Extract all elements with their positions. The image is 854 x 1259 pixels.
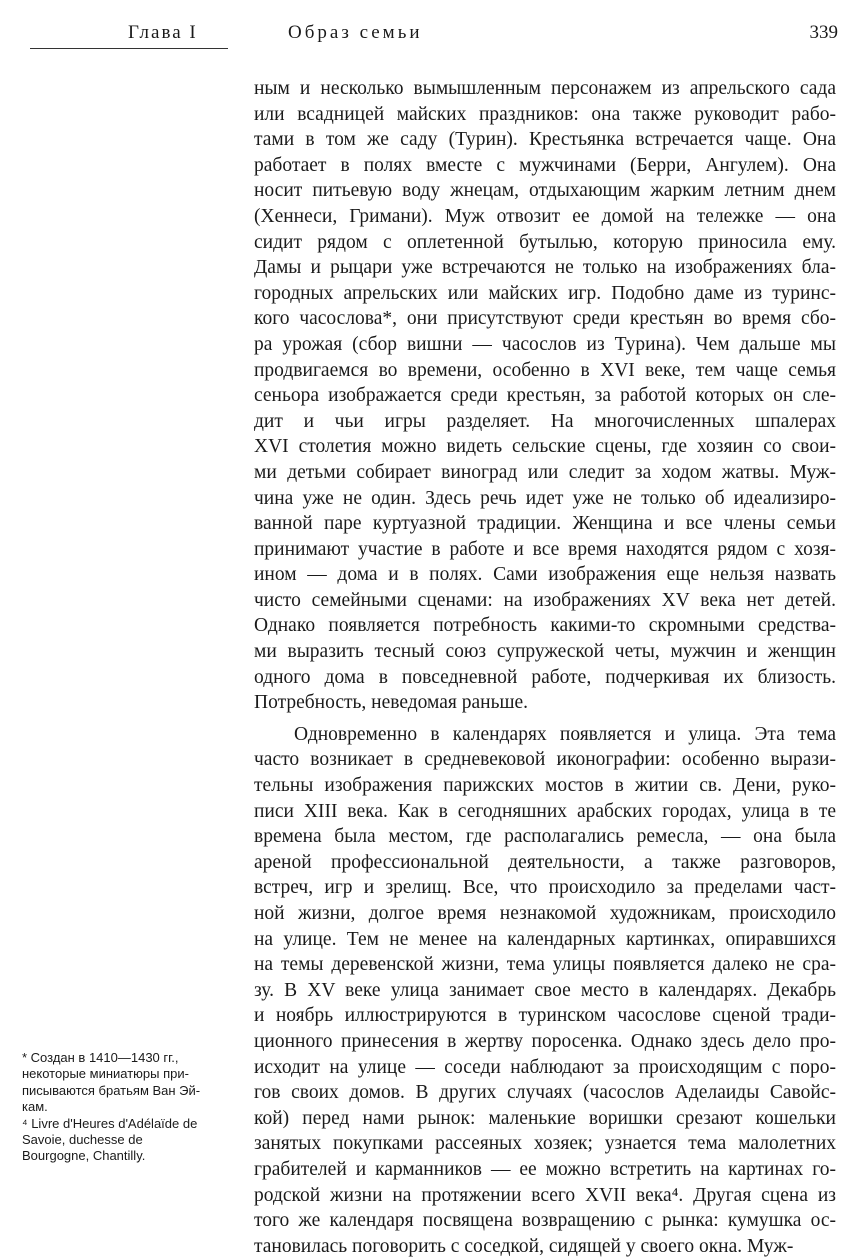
footnote-line: * Создан в 1410—1430 гг., [22, 1050, 179, 1065]
footnotes [22, 1050, 232, 1165]
footnote-line: кам. [22, 1099, 48, 1115]
text-line: сидит рядом с оплетенной бутылью, которую приносила ему. [254, 231, 836, 253]
text-line: времена была местом, где располагались ремесла, — она была [254, 826, 836, 848]
text-line: продвигаемся во времени, особенно в XVI веке, тем чаще семья [254, 359, 836, 381]
text-line: ра урожая (сбор вишни — часослов из Турина). Чем дальше мы [254, 333, 836, 355]
text-line: работает в полях вместе с мужчинами (Берри, Ангулем). Она [254, 154, 836, 176]
footnote-line: Bourgogne, Chantilly. [22, 1148, 146, 1164]
text-line: Дамы и рыцари уже встречаются не только на изображениях бла- [254, 257, 836, 279]
text-line: ином — дома и в полях. Сами изображения еще нельзя назвать [254, 564, 836, 586]
text-line: родской жизни на протяжении всего XVII века⁴. Другая сцена из [254, 1184, 836, 1206]
text-line: или всадницей майских праздников: она также руководит рабо- [254, 103, 836, 125]
text-line: ционного принесения в жертву поросенка. Однако здесь дело про- [254, 1030, 836, 1052]
text-line: занятых покупками рассеяных хозяек; узнается тема малолетних [254, 1133, 836, 1155]
header-rule [30, 48, 228, 49]
text-line: ной жизни, долгое время незнакомой художникам, происходило [254, 903, 836, 924]
text-line: гов своих домов. В других случаях (часослов Аделаиды Савойс- [254, 1082, 836, 1104]
footnote-line: писываются братьям Ван Эй- [22, 1082, 201, 1098]
text-line: тановилась поговорить с соседкой, сидящей у своего окна. Муж- [254, 1235, 794, 1257]
page-number: 339 [809, 22, 838, 43]
text-line: носит питьевую воду жнецам, отдыхающим жарким летним днем [254, 180, 836, 202]
text-line: городных апрельских или майских игр. Подобно даме из туринс- [254, 282, 836, 304]
running-header [30, 16, 838, 50]
text-line: одного дома в повседневной работе, подчеркивая их близость. [254, 666, 836, 688]
text-line: ми выразить тесный союз супружеской четы, мужчин и женщин [254, 641, 836, 663]
chapter-label: Глава I [128, 22, 198, 43]
text-line: тами в том же саду (Турин). Крестьянка встречается чаще. Она [254, 129, 836, 151]
text-line: на темы деревенской жизни, тема улицы появляется далеко не сра- [254, 954, 836, 976]
text-line: дит и чьи игры разделяет. На многочисленных шпалерах [254, 410, 836, 432]
footnote-line: ⁴ Livre d'Heures d'Adélaïde de [22, 1115, 198, 1131]
text-line: писи XIII века. Как в сегодняшних арабских городах, улица в те [254, 800, 836, 822]
footnote-line: некоторые миниатюры при- [22, 1066, 189, 1082]
text-line: на улице. Тем не менее на календарных картинках, опиравшихся [254, 928, 836, 950]
text-line: Потребность, неведомая раньше. [254, 692, 529, 714]
text-line: принимают участие в работе и все время находятся рядом с хозя- [254, 538, 836, 560]
text-line: часто возникает в средневековой иконографии: особенно вырази- [254, 749, 836, 771]
text-line: и ноябрь иллюстрируются в туринском часослове сценой тради- [254, 1005, 836, 1027]
text-line: ным и несколько вымышленным персонажем из апрельского сада [254, 78, 836, 99]
text-line: исходит на улице — соседи наблюдают за происходящим с поро- [254, 1056, 836, 1078]
text-line: ареной профессиональной деятельности, а также разговоров, [254, 851, 836, 873]
text-line: ванной паре куртуазной традиции. Женщина и все члены семьи [254, 513, 836, 535]
chapter-title: Образ семьи [288, 22, 423, 43]
text-line: чина уже не один. Здесь речь идет уже не только об идеализиро- [254, 487, 836, 509]
text-line: тельны изображения парижских мостов в житии св. Дени, руко- [254, 775, 836, 797]
text-line: кой) перед нами рынок: маленькие воришки срезают кошельки [254, 1107, 836, 1129]
text-line: (Хеннеси, Гримани). Муж отвозит ее домой на тележке — она [254, 205, 836, 227]
footnote-line: Savoie, duchesse de [22, 1132, 143, 1148]
text-line: ми детьми собирает виноград или следит за ходом жатвы. Муж- [254, 461, 836, 483]
text-line: кого часослова*, они присутствуют среди крестьян во время сбо- [254, 308, 836, 330]
main-text [254, 76, 836, 1259]
text-line: встреч, игр и зрелищ. Все, что происходило за пределами част- [254, 877, 836, 899]
text-line: XVI столетия можно видеть сельские сцены, где хозяин со свои- [254, 436, 836, 458]
text-line: зу. В XV веке улица занимает свое место в календарях. Декабрь [254, 979, 836, 1001]
text-line: того же календаря посвящена возвращению с рынка: кумушка ос- [254, 1210, 836, 1232]
text-line: сеньора изображается среди крестьян, за работой которых он сле- [254, 385, 836, 407]
text-line: чисто семейными сценами: на изображениях XV века нет детей. [254, 589, 836, 611]
text-line: Одновременно в календарях появляется и улица. Эта тема [294, 723, 836, 745]
text-line: грабителей и карманников — ее можно встретить на картинах го- [254, 1158, 836, 1180]
text-line: Однако появляется потребность какими-то скромными средства- [254, 615, 836, 637]
